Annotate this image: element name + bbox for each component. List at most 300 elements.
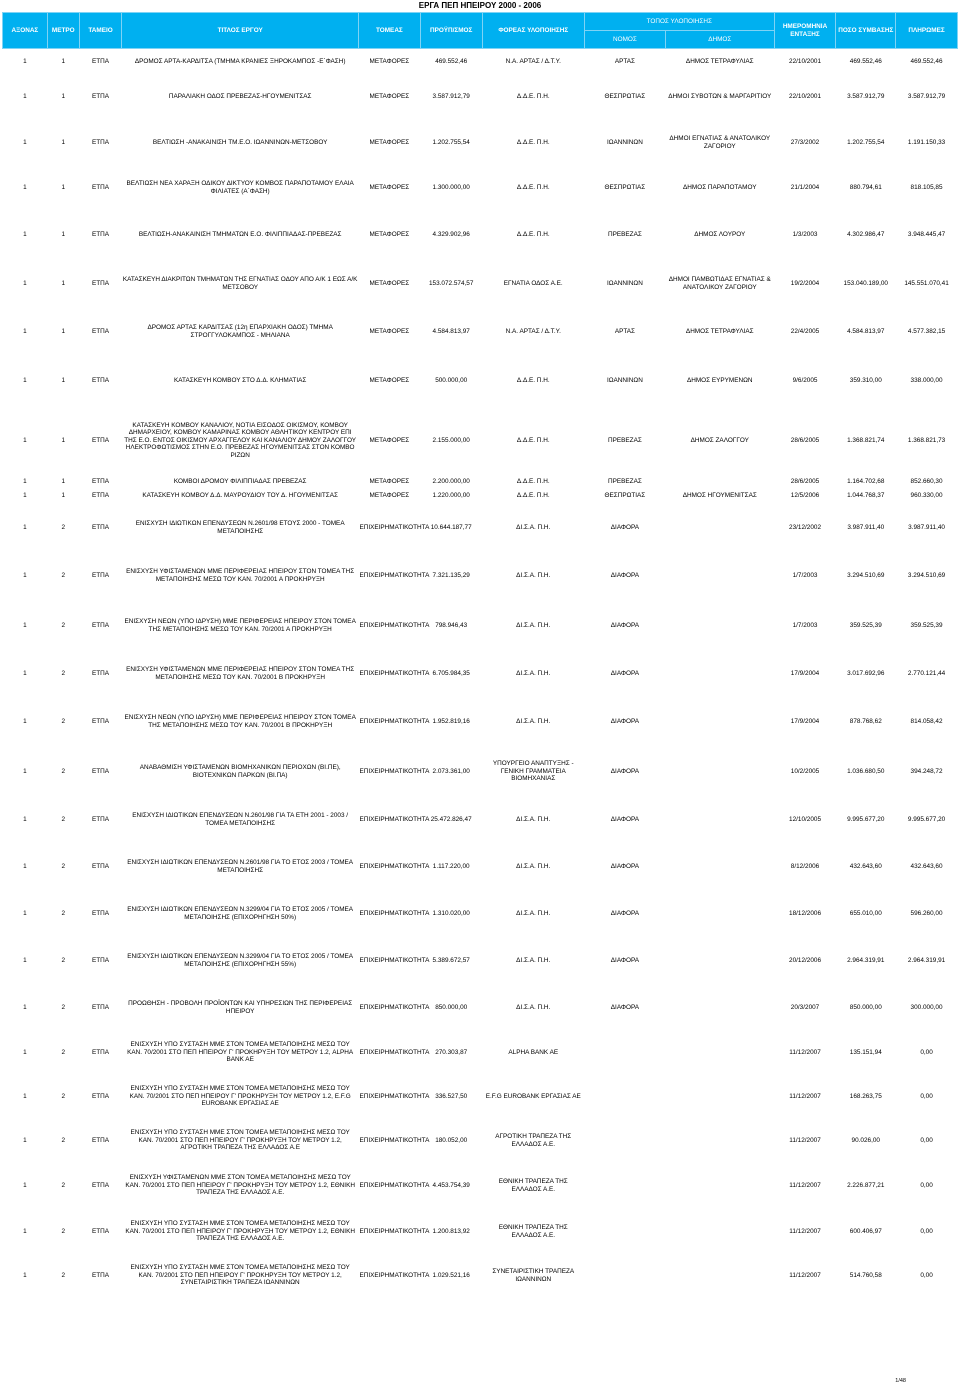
cell-contract: 1.044.768,37 <box>847 491 885 499</box>
cell-foreas: Δ.Δ.Ε. Π.Η. <box>516 436 550 444</box>
cell-budget: 2.200.000,00 <box>432 477 470 485</box>
cell-metro: 2 <box>61 1003 66 1011</box>
cell-axonas: 1 <box>23 669 27 677</box>
header-axonas: ΑΞΟΝΑΣ <box>3 13 48 49</box>
cell-nomos: ΠΡΕΒΕΖΑΣ <box>608 230 642 238</box>
header-pliromes: ΠΛΗΡΩΜΕΣ <box>896 13 958 49</box>
cell-nomos <box>584 1031 665 1075</box>
cell-axonas: 1 <box>23 491 27 499</box>
table-body <box>3 49 958 1297</box>
cell-contract: 1.036.680,50 <box>847 767 885 775</box>
cell-metro: 2 <box>61 1092 66 1100</box>
cell-dimos <box>665 1209 774 1255</box>
cell-nomos: ΔΙΑΦΟΡΑ <box>610 862 640 870</box>
cell-tomeas: ΕΠΙΧΕΙΡΗΜΑΤΙΚΟΤΗΤΑ <box>359 815 430 823</box>
cell-budget: 5.389.672,57 <box>432 956 470 964</box>
cell-tameio: ΕΤΠΑ <box>92 183 110 191</box>
cell-contract: 4.302.986,47 <box>847 230 885 238</box>
cell-date: 1/3/2003 <box>792 230 818 238</box>
cell-dimos: ΔΗΜΟΣ ΖΑΛΟΓΓΟΥ <box>690 436 749 444</box>
cell-tameio: ΕΤΠΑ <box>92 956 110 964</box>
cell-axonas: 1 <box>23 1048 27 1056</box>
cell-nomos: ΔΙΑΦΟΡΑ <box>610 767 640 775</box>
cell-foreas: ΔΙ.Σ.Α. Π.Η. <box>516 909 551 917</box>
cell-metro: 1 <box>61 183 66 191</box>
cell-date: 10/2/2005 <box>790 767 820 775</box>
cell-metro: 2 <box>61 1048 66 1056</box>
cell-tameio: ΕΤΠΑ <box>92 669 110 677</box>
cell-nomos: ΔΙΑΦΟΡΑ <box>610 669 640 677</box>
cell-dimos <box>665 551 774 601</box>
cell-contract: 1.368.821,74 <box>847 436 885 444</box>
cell-title: ΒΕΛΤΙΩΣΗ -ΑΝΑΚΑΙΝΙΣΗ ΤΜ.Ε.Ο. ΙΩΑΝΝΙΝΩΝ-ΜΕΤΣΟΒΟΥ <box>152 138 328 146</box>
cell-title: ΕΝΙΣΧΥΣΗ ΙΔΙΩΤΙΚΩΝ ΕΠΕΝΔΥΣΕΩΝ Ν.3299/04 ΓΙΑ ΤΟ ΕΤΟΣ 2005 / ΤΟΜΕΑ ΜΕΤΑΠΟΙΗΣΗΣ (ΕΠΙΧΟΡΗΓΗΣΗ 50%) <box>127 905 354 921</box>
cell-metro: 2 <box>61 815 66 823</box>
cell-contract: 3.587.912,79 <box>847 92 885 100</box>
cell-title: ΕΝΙΣΧΥΣΗ ΥΠΟ ΣΥΣΤΑΣΗ ΜΜΕ ΣΤΟΝ ΤΟΜΕΑ ΜΕΤΑΠΟΙΗΣΗΣ ΜΕΣΩ ΤΟΥ ΚΑΝ. 70/2001 ΣΤΟ ΠΕΠ ΗΠΕΙΡΟΥ Γ' ΠΡΟΚΗΡΥΞΗ ΤΟΥ ΜΕΤΡΟΥ 1.2, E.F.G EUROBANK ΕΡΓΑΣΙΑΣ ΑΕ <box>129 1085 351 1108</box>
cell-tomeas: ΕΠΙΧΕΙΡΗΜΑΤΙΚΟΤΗΤΑ <box>359 1271 430 1279</box>
cell-nomos: ΔΙΑΦΟΡΑ <box>610 815 640 823</box>
cell-budget: 1.029.521,16 <box>432 1271 470 1279</box>
cell-contract: 600.406,97 <box>849 1227 882 1235</box>
table-row <box>3 357 958 405</box>
cell-dimos <box>665 1163 774 1209</box>
cell-paid: 2.770.121,44 <box>907 669 946 677</box>
cell-foreas: Δ.Δ.Ε. Π.Η. <box>516 376 550 384</box>
cell-contract: 2.226.877,21 <box>847 1181 885 1189</box>
cell-contract: 168.263,75 <box>849 1092 882 1100</box>
table-row <box>3 601 958 651</box>
cell-date: 12/5/2006 <box>790 491 820 499</box>
cell-date: 1/7/2003 <box>792 571 818 579</box>
cell-dimos: ΔΗΜΟΣ ΗΓΟΥΜΕΝΙΤΣΑΣ <box>682 491 757 499</box>
cell-metro: 2 <box>61 956 66 964</box>
cell-axonas: 1 <box>23 279 27 287</box>
cell-budget: 1.117.220,00 <box>432 862 470 870</box>
cell-tameio: ΕΤΠΑ <box>92 862 110 870</box>
header-tameio: ΤΑΜΕΙΟ <box>79 13 122 49</box>
cell-paid: 814.058,42 <box>910 717 943 725</box>
cell-tameio: ΕΤΠΑ <box>92 717 110 725</box>
cell-nomos: ΔΙΑΦΟΡΑ <box>610 1003 640 1011</box>
cell-contract: 850.000,00 <box>849 1003 882 1011</box>
cell-dimos: ΔΗΜΟΙ ΠΑΜΒΩΤΙΔΑΣ ΕΓΝΑΤΙΑΣ & ΑΝΑΤΟΛΙΚΟΥ ΖΑΓΟΡΙΟΥ <box>668 275 771 291</box>
cell-contract: 514.760,58 <box>849 1271 882 1279</box>
cell-metro: 1 <box>61 327 66 335</box>
cell-date: 20/3/2007 <box>790 1003 820 1011</box>
cell-tameio: ΕΤΠΑ <box>92 138 110 146</box>
cell-date: 11/12/2007 <box>789 1271 821 1279</box>
cell-title: ΑΝΑΒΑΘΜΙΣΗ ΥΦΙΣΤΑΜΕΝΩΝ ΒΙΟΜΗΧΑΝΙΚΩΝ ΠΕΡΙΟΧΩΝ (ΒΙ.ΠΕ), ΒΙΟΤΕΧΝΙΚΩΝ ΠΑΡΚΩΝ (ΒΙ.ΠΑ) <box>139 763 341 779</box>
cell-nomos <box>584 1075 665 1119</box>
cell-paid: 300.000,00 <box>910 1003 943 1011</box>
cell-foreas: ΔΙ.Σ.Α. Π.Η. <box>516 815 551 823</box>
cell-contract: 432.643,60 <box>849 862 882 870</box>
cell-paid: 3.587.912,79 <box>907 92 946 100</box>
cell-budget: 270.303,87 <box>435 1048 468 1056</box>
cell-tomeas: ΜΕΤΑΦΟΡΕΣ <box>369 183 410 191</box>
cell-dimos: ΔΗΜΟΣ ΛΟΥΡΟΥ <box>694 230 746 238</box>
table-row <box>3 1209 958 1255</box>
cell-nomos: ΘΕΣΠΡΩΤΙΑΣ <box>604 183 646 191</box>
cell-dimos <box>665 697 774 747</box>
cell-dimos: ΔΗΜΟΣ ΤΕΤΡΑΦΥΛΙΑΣ <box>685 327 754 335</box>
cell-metro: 2 <box>61 621 66 629</box>
cell-date: 11/12/2007 <box>789 1181 821 1189</box>
cell-tomeas: ΕΠΙΧΕΙΡΗΜΑΤΙΚΟΤΗΤΑ <box>359 909 430 917</box>
cell-metro: 1 <box>61 477 66 485</box>
table-header <box>3 13 958 49</box>
cell-axonas: 1 <box>23 138 27 146</box>
cell-metro: 2 <box>61 523 66 531</box>
cell-date: 11/12/2007 <box>789 1227 821 1235</box>
cell-tomeas: ΜΕΤΑΦΟΡΕΣ <box>369 92 410 100</box>
cell-foreas: Δ.Δ.Ε. Π.Η. <box>516 230 550 238</box>
cell-date: 11/12/2007 <box>789 1048 821 1056</box>
table-row <box>3 505 958 551</box>
cell-dimos <box>665 937 774 985</box>
cell-foreas: ΥΠΟΥΡΓΕΙΟ ΑΝΑΠΤΥΞΗΣ - ΓΕΝΙΚΗ ΓΡΑΜΜΑΤΕΙΑ ΒΙΟΜΗΧΑΝΙΑΣ <box>492 760 574 783</box>
cell-nomos: ΔΙΑΦΟΡΑ <box>610 717 640 725</box>
cell-foreas: Δ.Δ.Ε. Π.Η. <box>516 92 550 100</box>
cell-contract: 469.552,46 <box>849 57 882 65</box>
cell-dimos <box>665 1119 774 1163</box>
cell-tameio: ΕΤΠΑ <box>92 1227 110 1235</box>
table-row <box>3 477 958 487</box>
cell-budget: 25.472.826,47 <box>430 815 472 823</box>
cell-paid: 359.525,39 <box>910 621 943 629</box>
cell-axonas: 1 <box>23 477 27 485</box>
table-row <box>3 405 958 477</box>
cell-contract: 359.525,39 <box>849 621 882 629</box>
cell-budget: 4.329.902,96 <box>432 230 470 238</box>
table-row <box>3 307 958 357</box>
cell-dimos <box>665 651 774 697</box>
cell-date: 11/12/2007 <box>789 1092 821 1100</box>
cell-date: 9/6/2005 <box>792 376 818 384</box>
cell-axonas: 1 <box>23 767 27 775</box>
cell-date: 22/10/2001 <box>789 57 822 65</box>
cell-tomeas: ΜΕΤΑΦΟΡΕΣ <box>369 491 410 499</box>
cell-title: ΚΑΤΑΣΚΕΥΗ ΚΟΜΒΟΥ ΣΤΟ Δ.Δ. ΚΛΗΜΑΤΙΑΣ <box>174 376 307 384</box>
table-row <box>3 937 958 985</box>
cell-title: ΕΝΙΣΧΥΣΗ ΙΔΙΩΤΙΚΩΝ ΕΠΕΝΔΥΣΕΩΝ Ν.2601/98 ΕΤΟΥΣ 2000 - ΤΟΜΕΑ ΜΕΤΑΠΟΙΗΣΗΣ <box>135 519 345 535</box>
page-title: ΕΡΓΑ ΠΕΠ ΗΠΕΙΡΟΥ 2000 - 2006 <box>418 1 542 10</box>
cell-date: 28/6/2005 <box>790 477 820 485</box>
table-row <box>3 1163 958 1209</box>
cell-contract: 1.164.702,68 <box>847 477 885 485</box>
cell-date: 12/10/2005 <box>789 815 822 823</box>
cell-nomos: ΘΕΣΠΡΩΤΙΑΣ <box>604 92 646 100</box>
cell-foreas: ΔΙ.Σ.Α. Π.Η. <box>516 862 551 870</box>
cell-tomeas: ΜΕΤΑΦΟΡΕΣ <box>369 327 410 335</box>
cell-title: ΕΝΙΣΧΥΣΗ ΥΠΟ ΣΥΣΤΑΣΗ ΜΜΕ ΣΤΟΝ ΤΟΜΕΑ ΜΕΤΑΠΟΙΗΣΗΣ ΜΕΣΩ ΤΟΥ ΚΑΝ. 70/2001 ΣΤΟ ΠΕΠ ΗΠΕΙΡΟΥ Γ' ΠΡΟΚΗΡΥΞΗ ΤΟΥ ΜΕΤΡΟΥ 1.2, ΑΓΡΟΤΙΚΗ ΤΡΑΠΕΖΑ ΤΗΣ ΕΛΛΑΔΟΣ Α.Ε <box>130 1129 350 1152</box>
cell-foreas: Δ.Δ.Ε. Π.Η. <box>516 183 550 191</box>
cell-foreas: Δ.Δ.Ε. Π.Η. <box>516 477 550 485</box>
cell-dimos: ΔΗΜΟΙ ΕΓΝΑΤΙΑΣ & ΑΝΑΤΟΛΙΚΟΥ ΖΑΓΟΡΙΟΥ <box>669 134 771 150</box>
cell-nomos: ΙΩΑΝΝΙΝΩΝ <box>606 376 643 384</box>
cell-title: ΔΡΟΜΟΣ ΑΡΤΑΣ ΚΑΡΔΙΤΣΑΣ (12η ΕΠΑΡΧΙΑΚΗ ΟΔΟΣ) ΤΜΗΜΑ ΣΤΡΟΓΓΥΛΟΚΑΜΠΟΣ - ΜΗΛΙΑΝΑ <box>147 323 333 339</box>
cell-metro: 1 <box>61 92 66 100</box>
cell-contract: 2.964.319,91 <box>847 956 885 964</box>
cell-tomeas: ΕΠΙΧΕΙΡΗΜΑΤΙΚΟΤΗΤΑ <box>359 1227 430 1235</box>
cell-metro: 2 <box>61 767 66 775</box>
cell-budget: 3.587.912,79 <box>432 92 470 100</box>
cell-tomeas: ΕΠΙΧΕΙΡΗΜΑΤΙΚΟΤΗΤΑ <box>359 1092 430 1100</box>
cell-tameio: ΕΤΠΑ <box>92 909 110 917</box>
cell-title: ΠΡΟΩΘΗΣΗ - ΠΡΟΒΟΛΗ ΠΡΟΪΟΝΤΩΝ ΚΑΙ ΥΠΗΡΕΣΙΩΝ ΤΗΣ ΠΕΡΙΦΕΡΕΙΑΣ ΗΠΕΙΡΟΥ <box>128 999 353 1015</box>
cell-dimos <box>665 891 774 937</box>
header-poso: ΠΟΣΟ ΣΥΜΒΑΣΗΣ <box>836 13 896 49</box>
cell-title: ΔΡΟΜΟΣ ΑΡΤΑ-ΚΑΡΔΙΤΣΑ (ΤΜΗΜΑ ΚΡΑΝΙΕΣ ΞΗΡΟΚΑΜΠΟΣ -Ε΄ΦΑΣΗ) <box>134 57 346 65</box>
table-row <box>3 1255 958 1297</box>
cell-tameio: ΕΤΠΑ <box>92 815 110 823</box>
cell-nomos: ΘΕΣΠΡΩΤΙΑΣ <box>604 491 646 499</box>
cell-tomeas: ΕΠΙΧΕΙΡΗΜΑΤΙΚΟΤΗΤΑ <box>359 862 430 870</box>
cell-tomeas: ΜΕΤΑΦΟΡΕΣ <box>369 376 410 384</box>
cell-tomeas: ΜΕΤΑΦΟΡΕΣ <box>369 436 410 444</box>
cell-tomeas: ΕΠΙΧΕΙΡΗΜΑΤΙΚΟΤΗΤΑ <box>359 1048 430 1056</box>
cell-nomos <box>584 1163 665 1209</box>
cell-foreas: ΔΙ.Σ.Α. Π.Η. <box>516 571 551 579</box>
cell-foreas: Ν.Α. ΑΡΤΑΣ / Δ.Τ.Υ. <box>505 327 561 335</box>
cell-budget: 180.052,00 <box>435 1136 468 1144</box>
table-row <box>3 747 958 797</box>
cell-budget: 469.552,46 <box>435 57 468 65</box>
cell-paid: 2.964.319,91 <box>907 956 946 964</box>
cell-paid: 0,00 <box>920 1092 933 1100</box>
cell-axonas: 1 <box>23 436 27 444</box>
cell-metro: 2 <box>61 1227 66 1235</box>
cell-paid: 818.105,85 <box>910 183 943 191</box>
table-row <box>3 797 958 843</box>
header-titlos: ΤΙΤΛΟΣ ΕΡΓΟΥ <box>122 13 359 49</box>
cell-tomeas: ΜΕΤΑΦΟΡΕΣ <box>369 138 410 146</box>
cell-date: 11/12/2007 <box>789 1136 821 1144</box>
cell-dimos <box>665 1031 774 1075</box>
table-row <box>3 891 958 937</box>
cell-paid: 960.330,00 <box>910 491 943 499</box>
table-row <box>3 1119 958 1163</box>
table-row <box>3 651 958 697</box>
cell-title: ΕΝΙΣΧΥΣΗ ΥΦΙΣΤΑΜΕΝΩΝ ΜΜΕ ΣΤΟΝ ΤΟΜΕΑ ΜΕΤΑΠΟΙΗΣΗΣ ΜΕΣΩ ΤΟΥ ΚΑΝ. 70/2001 ΣΤΟ ΠΕΠ ΗΠΕΙΡΟΥ Γ' ΠΡΟΚΗΡΥΞΗ ΤΟΥ ΜΕΤΡΟΥ 1.2, ΕΘΝΙΚΗ ΤΡΑΠΕΖΑ ΤΗΣ ΕΛΛΑΔΟΣ Α.Ε. <box>125 1174 355 1197</box>
cell-paid: 0,00 <box>920 1136 933 1144</box>
cell-dimos <box>665 1255 774 1297</box>
cell-tomeas: ΕΠΙΧΕΙΡΗΜΑΤΙΚΟΤΗΤΑ <box>359 767 430 775</box>
table-row <box>3 119 958 167</box>
header-nomos: ΝΟΜΟΣ <box>584 31 665 49</box>
cell-axonas: 1 <box>23 230 27 238</box>
cell-axonas: 1 <box>23 1181 27 1189</box>
cell-paid: 469.552,46 <box>910 57 943 65</box>
cell-date: 28/6/2005 <box>790 436 820 444</box>
cell-tameio: ΕΤΠΑ <box>92 477 110 485</box>
cell-title: ΕΝΙΣΧΥΣΗ ΝΕΩΝ (ΥΠΟ ΙΔΡΥΣΗ) ΜΜΕ ΠΕΡΙΦΕΡΕΙΑΣ ΗΠΕΙΡΟΥ ΣΤΟΝ ΤΟΜΕΑ ΤΗΣ ΜΕΤΑΠΟΙΗΣΗΣ ΜΕΣΩ ΤΟΥ ΚΑΝ. 70/2001 Β ΠΡΟΚΗΡΥΞΗ <box>124 713 356 729</box>
cell-axonas: 1 <box>23 376 27 384</box>
cell-date: 8/12/2006 <box>790 862 820 870</box>
cell-nomos <box>584 1209 665 1255</box>
cell-tameio: ΕΤΠΑ <box>92 279 110 287</box>
cell-contract: 880.794,61 <box>849 183 882 191</box>
cell-dimos: ΔΗΜΟΣ ΠΑΡΑΠΟΤΑΜΟΥ <box>683 183 757 191</box>
cell-foreas: ΔΙ.Σ.Α. Π.Η. <box>516 523 551 531</box>
cell-dimos <box>665 985 774 1031</box>
cell-foreas: ΕΓΝΑΤΙΑ ΟΔΟΣ Α.Ε. <box>503 279 563 287</box>
cell-paid: 9.995.677,20 <box>907 815 946 823</box>
cell-contract: 359.310,00 <box>849 376 882 384</box>
cell-budget: 1.952.819,16 <box>432 717 470 725</box>
cell-budget: 336.527,50 <box>435 1092 468 1100</box>
cell-budget: 1.220.000,00 <box>432 491 470 499</box>
cell-axonas: 1 <box>23 92 27 100</box>
cell-paid: 1.368.821,73 <box>907 436 946 444</box>
cell-foreas: ΔΙ.Σ.Α. Π.Η. <box>516 956 551 964</box>
cell-paid: 3.948.445,47 <box>907 230 946 238</box>
cell-tameio: ΕΤΠΑ <box>92 523 110 531</box>
cell-metro: 2 <box>61 717 66 725</box>
cell-budget: 1.200.813,92 <box>432 1227 470 1235</box>
cell-tomeas: ΕΠΙΧΕΙΡΗΜΑΤΙΚΟΤΗΤΑ <box>359 956 430 964</box>
cell-budget: 500.000,00 <box>435 376 468 384</box>
cell-title: ΕΝΙΣΧΥΣΗ ΝΕΩΝ (ΥΠΟ ΙΔΡΥΣΗ) ΜΜΕ ΠΕΡΙΦΕΡΕΙΑΣ ΗΠΕΙΡΟΥ ΣΤΟΝ ΤΟΜΕΑ ΤΗΣ ΜΕΤΑΠΟΙΗΣΗΣ ΜΕΣΩ ΤΟΥ ΚΑΝ. 70/2001 Α ΠΡΟΚΗΡΥΞΗ <box>124 617 356 633</box>
cell-tameio: ΕΤΠΑ <box>92 230 110 238</box>
cell-title: ΚΑΤΑΣΚΕΥΗ ΚΟΜΒΟΥ ΚΑΝΑΛΙΟΥ, ΝΟΤΙΑ ΕΙΣΟΔΟΣ ΟΙΚΙΣΜΟΥ, ΚΟΜΒΟΥ ΔΗΜΑΡΧΕΙΟΥ, ΚΟΜΒΟΥ ΚΑΜΑΡΙΝΑΣ ΚΟΜΒΟΥ ΑΘΛΗΤΙΚΟΥ ΚΕΝΤΡΟΥ ΕΠΙ ΤΗΣ Ε.Ο. ΕΝΤΟΣ ΟΙΚΙΣΜΟΥ ΑΡΧΑΓΓΕΛΟΥ ΚΑΙ ΚΑΝΑΛΙΟΥ ΔΗΜΟΥ ΖΑΛΟΓΓΟΥ ΗΛΕΚΤΡΟΦΩΤΙΣΜΟΣ ΣΤΗΝ Ε.Ο. ΠΡΕΒΕΖΑΣ ΗΓΟΥΜΕΝΙΤΣΑΣ ΣΤΟΝ ΚΟΜΒΟ ΡΙΖΩΝ <box>124 421 357 459</box>
cell-nomos <box>584 1255 665 1297</box>
cell-contract: 4.584.813,97 <box>847 327 885 335</box>
cell-date: 22/4/2005 <box>790 327 820 335</box>
cell-nomos: ΔΙΑΦΟΡΑ <box>610 571 640 579</box>
cell-title: ΕΝΙΣΧΥΣΗ ΙΔΙΩΤΙΚΩΝ ΕΠΕΝΔΥΣΕΩΝ Ν.2601/98 ΓΙΑ ΤΟ ΕΤΟΣ 2003 / ΤΟΜΕΑ ΜΕΤΑΠΟΙΗΣΗΣ <box>127 858 354 874</box>
cell-tomeas: ΕΠΙΧΕΙΡΗΜΑΤΙΚΟΤΗΤΑ <box>359 1181 430 1189</box>
cell-title: ΕΝΙΣΧΥΣΗ ΥΠΟ ΣΥΣΤΑΣΗ ΜΜΕ ΣΤΟΝ ΤΟΜΕΑ ΜΕΤΑΠΟΙΗΣΗΣ ΜΕΣΩ ΤΟΥ ΚΑΝ. 70/2001 ΣΤΟ ΠΕΠ ΗΠΕΙΡΟΥ Γ' ΠΡΟΚΗΡΥΞΗ ΤΟΥ ΜΕΤΡΟΥ 1.2, ALPHA BANK AE <box>127 1041 354 1064</box>
cell-budget: 2.073.361,00 <box>432 767 470 775</box>
cell-nomos: ΠΡΕΒΕΖΑΣ <box>608 477 642 485</box>
cell-metro: 1 <box>61 138 66 146</box>
cell-tameio: ΕΤΠΑ <box>92 57 110 65</box>
cell-metro: 2 <box>61 1136 66 1144</box>
cell-axonas: 1 <box>23 1092 27 1100</box>
cell-paid: 0,00 <box>920 1181 933 1189</box>
cell-foreas: ΕΘΝΙΚΗ ΤΡΑΠΕΖΑ ΤΗΣ ΕΛΛΑΔΟΣ Α.Ε. <box>498 1177 568 1193</box>
cell-metro: 1 <box>61 230 66 238</box>
table-row <box>3 843 958 891</box>
cell-metro: 1 <box>61 279 66 287</box>
cell-paid: 338.000,00 <box>910 376 943 384</box>
cell-foreas: Δ.Δ.Ε. Π.Η. <box>516 138 550 146</box>
cell-tomeas: ΜΕΤΑΦΟΡΕΣ <box>369 57 410 65</box>
cell-contract: 3.017.692,96 <box>847 669 885 677</box>
cell-title: ΚΑΤΑΣΚΕΥΗ ΔΙΑΚΡΙΤΩΝ ΤΜΗΜΑΤΩΝ ΤΗΣ ΕΓΝΑΤΙΑΣ ΟΔΟΥ ΑΠΟ Α/Κ 1 ΕΩΣ Α/Κ ΜΕΤΣΟΒΟΥ <box>122 275 358 291</box>
cell-contract: 135.151,94 <box>849 1048 882 1056</box>
cell-foreas: Ν.Α. ΑΡΤΑΣ / Δ.Τ.Υ. <box>505 57 561 65</box>
cell-dimos <box>665 505 774 551</box>
cell-axonas: 1 <box>23 1136 27 1144</box>
cell-date: 27/3/2002 <box>790 138 820 146</box>
cell-tameio: ΕΤΠΑ <box>92 1003 110 1011</box>
cell-date: 17/9/2004 <box>790 717 820 725</box>
cell-foreas: ΑΓΡΟΤΙΚΗ ΤΡΑΠΕΖΑ ΤΗΣ ΕΛΛΑΔΟΣ Α.Ε. <box>495 1132 572 1148</box>
table-row <box>3 167 958 209</box>
cell-nomos <box>584 1119 665 1163</box>
cell-budget: 6.705.984,35 <box>432 669 470 677</box>
table-row <box>3 1075 958 1119</box>
cell-contract: 9.995.677,20 <box>847 815 885 823</box>
cell-title: ΒΕΛΤΙΩΣΗ-ΑΝΑΚΑΙΝΙΣΗ ΤΜΗΜΑΤΩΝ Ε.Ο. ΦΙΛΙΠΠΙΑΔΑΣ-ΠΡΕΒΕΖΑΣ <box>138 230 342 238</box>
cell-nomos: ΔΙΑΦΟΡΑ <box>610 956 640 964</box>
cell-tomeas: ΜΕΤΑΦΟΡΕΣ <box>369 279 410 287</box>
cell-budget: 1.300.000,00 <box>432 183 470 191</box>
cell-metro: 1 <box>61 376 66 384</box>
cell-axonas: 1 <box>23 1003 27 1011</box>
projects-table <box>2 12 958 1297</box>
cell-contract: 1.202.755,54 <box>847 138 885 146</box>
cell-tameio: ΕΤΠΑ <box>92 491 110 499</box>
cell-axonas: 1 <box>23 956 27 964</box>
cell-budget: 798.946,43 <box>435 621 468 629</box>
table-row <box>3 487 958 505</box>
cell-title: ΚΑΤΑΣΚΕΥΗ ΚΟΜΒΟΥ Δ.Δ. ΜΑΥΡΟΥΔΙΟΥ ΤΟΥ Δ. ΗΓΟΥΜΕΝΙΤΣΑΣ <box>142 491 338 499</box>
cell-paid: 3.987.911,40 <box>908 523 945 531</box>
cell-paid: 1.191.150,33 <box>907 138 946 146</box>
table-row <box>3 75 958 119</box>
cell-paid: 3.294.510,69 <box>907 571 946 579</box>
cell-dimos <box>665 1075 774 1119</box>
cell-foreas: Δ.Δ.Ε. Π.Η. <box>516 491 550 499</box>
header-metro: ΜΕΤΡΟ <box>47 13 79 49</box>
cell-paid: 145.551.070,41 <box>904 279 949 287</box>
cell-axonas: 1 <box>23 183 27 191</box>
cell-budget: 850.000,00 <box>435 1003 468 1011</box>
cell-title: ΚΟΜΒΟΙ ΔΡΟΜΟΥ ΦΙΛΙΠΠΙΑΔΑΣ ΠΡΕΒΕΖΑΣ <box>173 477 307 485</box>
cell-budget: 2.155.000,00 <box>432 436 470 444</box>
cell-metro: 1 <box>61 491 66 499</box>
cell-tomeas: ΕΠΙΧΕΙΡΗΜΑΤΙΚΟΤΗΤΑ <box>359 717 430 725</box>
cell-budget: 4.453.754,39 <box>432 1181 470 1189</box>
header-tomeas: ΤΟΜΕΑΣ <box>358 13 420 49</box>
cell-contract: 655.010,00 <box>849 909 882 917</box>
cell-axonas: 1 <box>23 57 27 65</box>
cell-nomos: ΠΡΕΒΕΖΑΣ <box>608 436 642 444</box>
cell-axonas: 1 <box>23 717 27 725</box>
cell-paid: 432.643,60 <box>910 862 943 870</box>
header-topos: ΤΟΠΟΣ ΥΛΟΠΟΙΗΣΗΣ <box>584 13 774 31</box>
cell-tomeas: ΜΕΤΑΦΟΡΕΣ <box>369 477 410 485</box>
cell-metro: 2 <box>61 862 66 870</box>
cell-foreas: ΔΙ.Σ.Α. Π.Η. <box>516 1003 551 1011</box>
cell-dimos <box>665 601 774 651</box>
cell-axonas: 1 <box>23 523 27 531</box>
cell-dimos <box>665 477 774 487</box>
table-row <box>3 49 958 75</box>
cell-paid: 0,00 <box>920 1048 933 1056</box>
cell-title: ΕΝΙΣΧΥΣΗ ΥΦΙΣΤΑΜΕΝΩΝ ΜΜΕ ΠΕΡΙΦΕΡΕΙΑΣ ΗΠΕΙΡΟΥ ΣΤΟΝ ΤΟΜΕΑ ΤΗΣ ΜΕΤΑΠΟΙΗΣΗΣ ΜΕΣΩ ΤΟΥ ΚΑΝ. 70/2001 Α ΠΡΟΚΗΡΥΞΗ <box>126 567 355 583</box>
cell-paid: 4.577.382,15 <box>907 327 946 335</box>
cell-tomeas: ΕΠΙΧΕΙΡΗΜΑΤΙΚΟΤΗΤΑ <box>359 621 430 629</box>
cell-tameio: ΕΤΠΑ <box>92 767 110 775</box>
cell-axonas: 1 <box>23 327 27 335</box>
cell-dimos: ΔΗΜΟΣ ΕΥΡΥΜΕΝΩΝ <box>686 376 753 384</box>
cell-metro: 2 <box>61 1181 66 1189</box>
cell-axonas: 1 <box>23 1227 27 1235</box>
cell-foreas: ΔΙ.Σ.Α. Π.Η. <box>516 717 551 725</box>
cell-budget: 153.072.574,57 <box>428 279 474 287</box>
cell-metro: 1 <box>61 57 66 65</box>
cell-budget: 1.202.755,54 <box>432 138 470 146</box>
cell-axonas: 1 <box>23 862 27 870</box>
table-row <box>3 551 958 601</box>
cell-metro: 1 <box>61 436 66 444</box>
cell-date: 18/12/2006 <box>789 909 822 917</box>
